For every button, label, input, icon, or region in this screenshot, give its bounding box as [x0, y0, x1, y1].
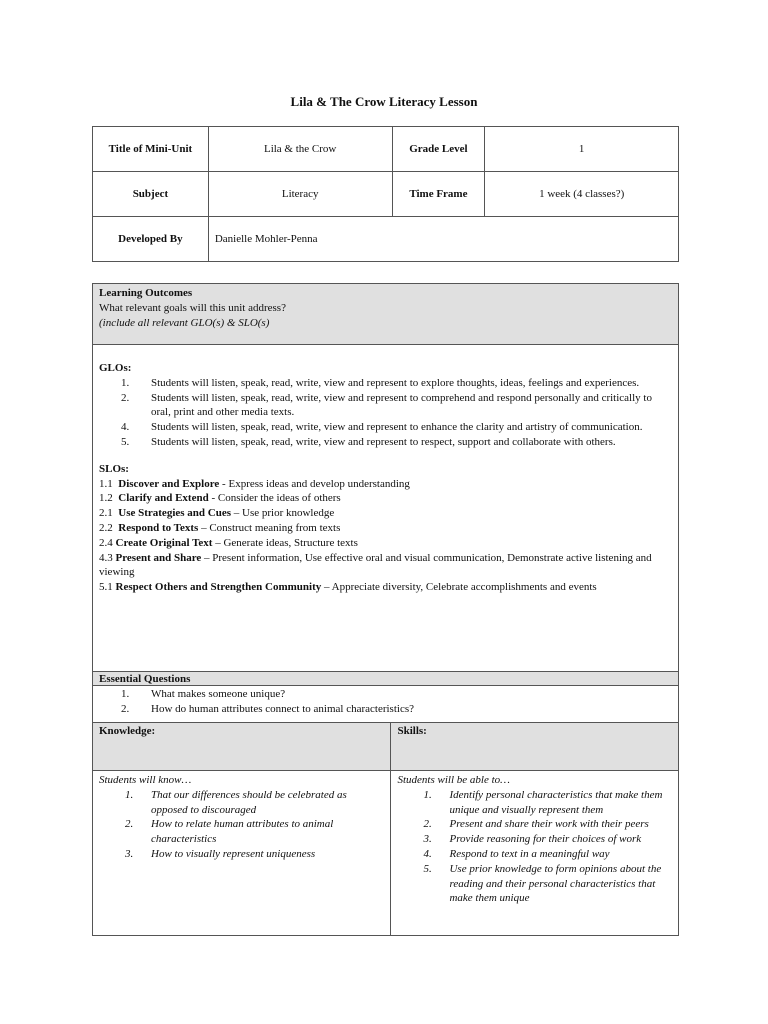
- list-item: [121, 702, 672, 717]
- unit-info-table: [92, 126, 679, 262]
- slo-number: 2.4: [99, 536, 113, 549]
- skill-number: 3.: [423, 833, 432, 846]
- outcomes-content: [93, 345, 679, 672]
- glo-number: 2.: [121, 391, 130, 404]
- mini-unit-label: Title of Mini-Unit: [93, 127, 209, 172]
- slo-description: Present information, Use effective oral and visual communication, Demonstrate active listening and viewing: [99, 551, 652, 579]
- slo-separator: –: [198, 521, 210, 534]
- learning-outcomes-section: [93, 284, 679, 345]
- list-item: [121, 391, 672, 421]
- skill-text: Provide reasoning for their choices of work: [449, 833, 642, 846]
- list-item: [423, 832, 672, 847]
- list-item: [423, 788, 672, 818]
- slo-separator: –: [321, 581, 332, 594]
- eq-text: How do human attributes connect to animal characteristics?: [151, 702, 414, 715]
- slo-separator: -: [208, 492, 218, 505]
- slo-separator: -: [219, 477, 229, 490]
- slo-description: Express ideas and develop understanding: [228, 477, 410, 490]
- essential-questions-heading: Essential Questions: [93, 672, 679, 686]
- slo-description: Consider the ideas of others: [217, 492, 341, 505]
- essential-questions-content: [93, 686, 679, 723]
- slo-number: 1.2: [99, 492, 113, 505]
- developed-by-label: Developed By: [93, 217, 209, 262]
- knowledge-text: How to relate human attributes to animal characteristics: [151, 818, 334, 846]
- skills-content: [391, 771, 679, 936]
- knowledge-intro: Students will know…: [99, 774, 192, 786]
- knowledge-text: How to visually represent uniqueness: [151, 847, 316, 860]
- skills-heading: Skills:: [391, 723, 679, 771]
- learning-outcomes-question: What relevant goals will this unit address?: [99, 301, 286, 314]
- slo-name: Use Strategies and Cues: [118, 507, 231, 520]
- grade-level-value: 1: [485, 127, 679, 172]
- glo-text: Students will listen, speak, read, write, view and represent to explore thoughts, ideas, feelings and experiences.: [151, 376, 640, 389]
- time-frame-value: 1 week (4 classes?): [485, 172, 679, 217]
- eq-number: 1.: [121, 688, 130, 700]
- skills-intro: Students will be able to…: [397, 774, 510, 786]
- slo-number: 5.1: [99, 581, 113, 594]
- skill-text: Identify personal characteristics that make them unique and visually represent them: [449, 788, 663, 816]
- list-item: [423, 817, 672, 832]
- slo-number: 2.2: [99, 521, 113, 534]
- skill-text: Respond to text in a meaningful way: [449, 847, 610, 860]
- list-item: [125, 847, 384, 862]
- skill-number: 5.: [423, 862, 432, 875]
- list-item: [423, 862, 672, 906]
- slo-name: Create Original Text: [115, 536, 213, 549]
- glos-list: [99, 376, 672, 450]
- knowledge-content: [93, 771, 391, 936]
- list-item: [121, 376, 672, 391]
- mini-unit-value: Lila & the Crow: [208, 127, 392, 172]
- skills-list: [397, 788, 672, 906]
- essential-questions-list: [99, 687, 672, 717]
- time-frame-label: Time Frame: [392, 172, 485, 217]
- slo-number: 2.1: [99, 507, 113, 520]
- list-item: [121, 687, 672, 702]
- slo-name: Respect Others and Strengthen Community: [115, 581, 322, 594]
- slo-separator: –: [212, 536, 224, 549]
- knowledge-number: 3.: [125, 847, 134, 860]
- learning-outcomes-note: (include all relevant GLO(s) & SLO(s): [99, 316, 270, 329]
- list-item: [125, 788, 384, 818]
- subject-value: Literacy: [208, 172, 392, 217]
- knowledge-list: [99, 788, 384, 862]
- skill-number: 2.: [423, 818, 432, 831]
- list-item: [99, 536, 672, 551]
- slo-description: Appreciate diversity, Celebrate accomplishments and events: [331, 581, 597, 594]
- grade-level-label: Grade Level: [392, 127, 485, 172]
- slo-name: Discover and Explore: [118, 477, 220, 490]
- glo-number: 4.: [121, 421, 130, 434]
- eq-text: What makes someone unique?: [151, 688, 286, 700]
- glos-heading: GLOs:: [99, 362, 132, 374]
- skill-text: Present and share their work with their peers: [449, 818, 649, 831]
- skill-text: Use prior knowledge to form opinions about the reading and their personal characteristics that make them unique: [449, 862, 662, 905]
- list-item: [99, 580, 672, 595]
- slo-description: Generate ideas, Structure texts: [223, 536, 358, 549]
- slo-name: Clarify and Extend: [118, 492, 209, 505]
- list-item: [99, 491, 672, 506]
- eq-number: 2.: [121, 702, 130, 715]
- list-item: [125, 817, 384, 847]
- list-item: [423, 847, 672, 862]
- knowledge-number: 2.: [125, 818, 134, 831]
- slos-heading: SLOs:: [99, 462, 129, 475]
- slo-separator: –: [231, 507, 242, 520]
- glo-text: Students will listen, speak, read, write, view and represent to comprehend and respond personally and critically to oral, print and other media texts.: [151, 391, 652, 419]
- subject-label: Subject: [93, 172, 209, 217]
- skill-number: 4.: [423, 847, 432, 860]
- slo-name: Present and Share: [115, 551, 202, 564]
- list-item: [99, 506, 672, 521]
- slo-number: 1.1: [99, 477, 113, 490]
- knowledge-heading: Knowledge:: [93, 723, 391, 771]
- list-item: [99, 477, 672, 492]
- slo-separator: –: [201, 551, 213, 564]
- list-item: [121, 420, 672, 435]
- list-item: [121, 435, 672, 450]
- glo-number: 5.: [121, 435, 130, 448]
- list-item: [99, 521, 672, 536]
- skill-number: 1.: [423, 788, 432, 801]
- developed-by-value: Danielle Mohler-Penna: [208, 217, 678, 262]
- list-item: [99, 551, 672, 581]
- learning-outcomes-heading: Learning Outcomes: [99, 287, 193, 299]
- slo-description: Use prior knowledge: [242, 507, 335, 520]
- slo-description: Construct meaning from texts: [209, 521, 341, 534]
- glo-text: Students will listen, speak, read, write, view and represent to respect, support and collaborate with others.: [151, 435, 616, 448]
- knowledge-text: That our differences should be celebrated as opposed to discouraged: [151, 788, 347, 816]
- glo-text: Students will listen, speak, read, write, view and represent to enhance the clarity and artistry of communication.: [151, 421, 643, 434]
- lesson-plan-table: [92, 283, 679, 936]
- glo-number: 1.: [121, 376, 130, 389]
- page-title: Lila & The Crow Literacy Lesson: [290, 94, 478, 109]
- slo-name: Respond to Texts: [118, 521, 199, 534]
- slo-number: 4.3: [99, 551, 113, 564]
- knowledge-number: 1.: [125, 788, 134, 801]
